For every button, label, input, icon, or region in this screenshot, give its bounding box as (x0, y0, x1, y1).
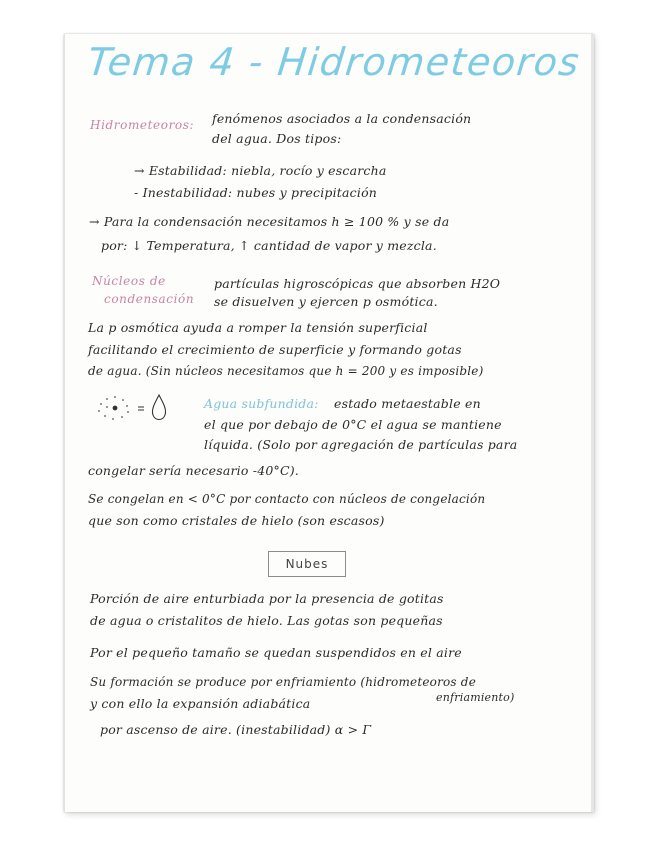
text-line: por: ↓ Temperatura, ↑ cantidad de vapor y mezcla. (101, 238, 437, 253)
text-line: que son como cristales de hielo (son escasos) (88, 513, 385, 528)
term-nucleos: Núcleos de (92, 274, 166, 288)
text-line: de agua o cristalitos de hielo. Las gotas son pequeñas (90, 613, 443, 628)
text-line: por ascenso de aire. (inestabilidad) α > Γ (100, 722, 372, 737)
section-heading-nubes: Nubes (268, 551, 346, 577)
definition-line: partículas higroscópicas que absorben H2O (214, 276, 501, 291)
page-title: Tema 4 - Hidrometeoros (85, 40, 583, 84)
text-line: y con ello la expansión adiabática (90, 696, 311, 711)
text-line: Porción de aire enturbiada por la presencia de gotitas (90, 591, 444, 606)
text-line: facilitando el crecimiento de superficie y formando gotas (88, 342, 462, 357)
text-line: enfriamiento) (436, 691, 515, 704)
nucleus-drop-sketch (93, 391, 171, 425)
text-line: La p osmótica ayuda a romper la tensión superficial (88, 320, 428, 335)
text-line: líquida. (Solo por agregación de partículas para (204, 437, 518, 452)
term-nucleos: condensación (104, 292, 195, 306)
definition-line: fenómenos asociados a la condensación (212, 111, 472, 126)
text-line: congelar sería necesario -40°C). (88, 463, 299, 478)
definition-line: se disuelven y ejercen p osmótica. (214, 294, 438, 309)
bullet-estabilidad: → Estabilidad: niebla, rocío y escarcha (134, 163, 387, 178)
text-line: Se congelan en < 0°C por contacto con núcleos de congelación (88, 492, 486, 506)
term-hidrometeoros: Hidrometeoros: (90, 118, 195, 132)
term-agua-subfundida: Agua subfundida: (204, 396, 319, 411)
bullet-inestabilidad: - Inestabilidad: nubes y precipitación (134, 185, 378, 200)
text-line: Su formación se produce por enfriamiento (hidrometeoros de (90, 675, 476, 689)
definition-line: del agua. Dos tipos: (212, 131, 342, 146)
text-line: de agua. (Sin núcleos necesitamos que h = 200 y es imposible) (88, 364, 484, 378)
text-line: el que por debajo de 0°C el agua se mantiene (204, 417, 502, 432)
text-line: → Para la condensación necesitamos h ≥ 100 % y se da (89, 214, 450, 229)
definition-line: estado metaestable en (334, 396, 481, 411)
text-line: Por el pequeño tamaño se quedan suspendidos en el aire (90, 645, 462, 660)
